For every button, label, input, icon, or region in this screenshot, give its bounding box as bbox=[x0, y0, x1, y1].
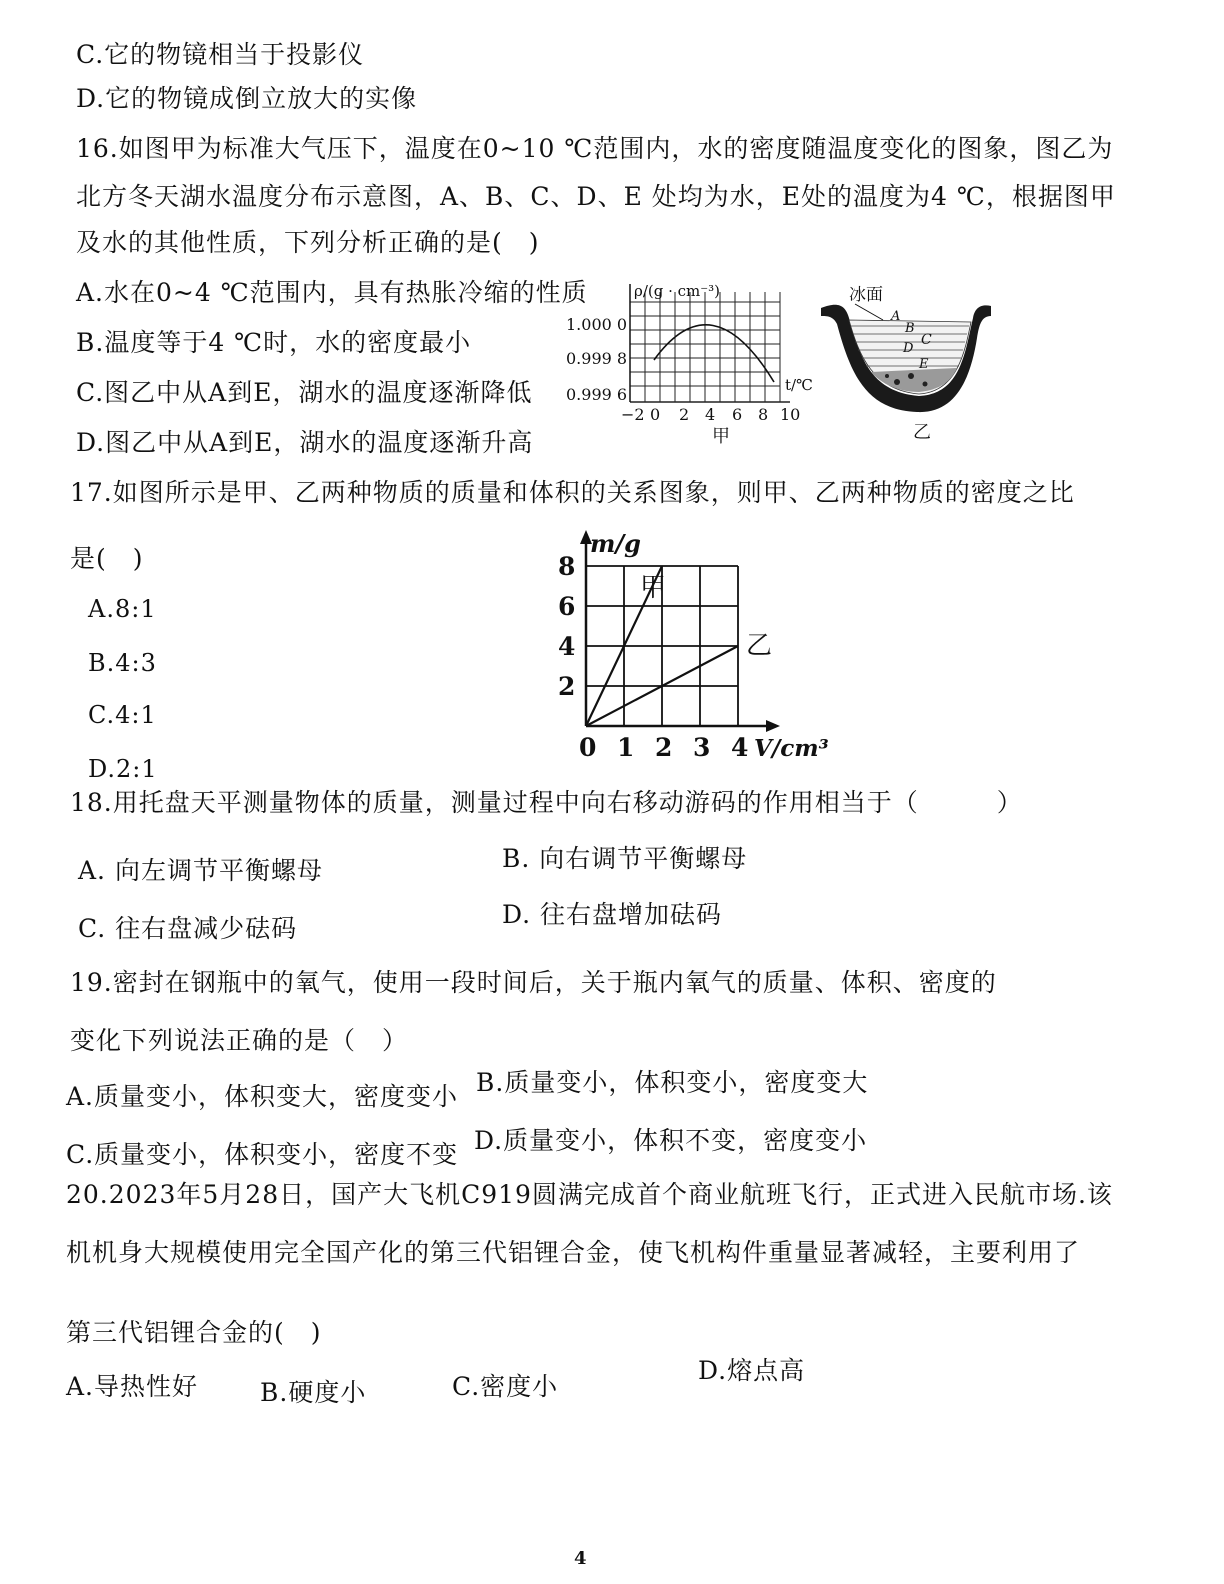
y-tick-label: 4 bbox=[558, 632, 576, 661]
x-tick-label: 3 bbox=[693, 733, 711, 762]
q16-stem-line3: 及水的其他性质，下列分析正确的是( ) bbox=[76, 228, 540, 257]
figure-jia-xlabel: t/℃ bbox=[785, 376, 813, 394]
q20-stem-line3: 第三代铝锂合金的( ) bbox=[66, 1318, 322, 1347]
figure-jia-xtick-6: 8 bbox=[758, 405, 769, 424]
q18-option-c: C. 往右盘减少砝码 bbox=[78, 914, 298, 943]
q17-option-b: B.4:3 bbox=[88, 649, 157, 677]
series-label-1: 甲 bbox=[640, 573, 667, 603]
q15-option-c: C.它的物镜相当于投影仪 bbox=[76, 40, 365, 69]
q17-option-a: A.8:1 bbox=[88, 595, 157, 623]
figure-yi-lake-diagram bbox=[815, 276, 995, 446]
figure-jia-xtick-1: −2 bbox=[621, 405, 645, 424]
q20-stem-line1: 20.2023年5月28日，国产大飞机C919圆满完成首个商业航班飞行，正式进入民航市场.该 bbox=[66, 1180, 1113, 1209]
q15-option-d: D.它的物镜成倒立放大的实像 bbox=[76, 84, 418, 113]
figure-jia-xtick-4: 4 bbox=[705, 405, 716, 424]
mass-volume-chart bbox=[530, 522, 850, 772]
figure-yi-point-a: A bbox=[891, 309, 901, 324]
figure-jia-ytick-1: 1.000 0 bbox=[566, 315, 628, 334]
x-tick-label: 4 bbox=[731, 733, 749, 762]
x-tick-label: 1 bbox=[617, 733, 635, 762]
figure-yi-point-d: D bbox=[903, 341, 914, 356]
figure-jia-xtick-3: 2 bbox=[679, 405, 690, 424]
q17-stem-line2: 是( ) bbox=[70, 544, 144, 573]
q20-option-c: C.密度小 bbox=[452, 1372, 559, 1401]
q18-option-d: D. 往右盘增加砝码 bbox=[502, 900, 723, 929]
q20-option-d: D.熔点高 bbox=[698, 1356, 806, 1385]
y-tick-label: 6 bbox=[558, 592, 576, 621]
x-axis-arrow-icon bbox=[766, 720, 780, 732]
figure-jia-xtick-7: 10 bbox=[780, 405, 801, 424]
figure-yi-point-e: E bbox=[919, 357, 929, 372]
q20-stem-line2: 机机身大规模使用完全国产化的第三代铝锂合金，使飞机构件重量显著减轻，主要利用了 bbox=[66, 1238, 1081, 1267]
figure-jia-ytick-2: 0.999 8 bbox=[566, 349, 628, 368]
q19-stem-line1: 19.密封在钢瓶中的氧气，使用一段时间后，关于瓶内氧气的质量、体积、密度的 bbox=[70, 968, 997, 997]
mass-volume-xlabel: V/cm³ bbox=[754, 735, 829, 762]
x-tick-label: 0 bbox=[579, 733, 597, 762]
series-label-2: 乙 bbox=[746, 631, 773, 661]
figure-jia-density-graph bbox=[560, 278, 830, 448]
figure-jia-xtick-5: 6 bbox=[732, 405, 743, 424]
q19-stem-line2: 变化下列说法正确的是（ ） bbox=[70, 1026, 409, 1055]
q16-option-b: B.温度等于4 ℃时，水的密度最小 bbox=[76, 328, 472, 357]
q18-option-b: B. 向右调节平衡螺母 bbox=[502, 844, 748, 873]
q19-option-d: D.质量变小，体积不变，密度变小 bbox=[474, 1126, 868, 1155]
figure-jia-xtick-2: 0 bbox=[650, 405, 661, 424]
q18-stem: 18.用托盘天平测量物体的质量，测量过程中向右移动游码的作用相当于（ ） bbox=[70, 788, 1023, 817]
q19-option-a: A.质量变小，体积变大，密度变小 bbox=[66, 1082, 459, 1111]
q20-option-b: B.硬度小 bbox=[260, 1378, 367, 1407]
q17-option-c: C.4:1 bbox=[88, 701, 157, 729]
figure-jia-grid bbox=[630, 292, 790, 402]
q16-option-c: C.图乙中从A到E，湖水的温度逐渐降低 bbox=[76, 378, 533, 407]
figure-yi-point-b: B bbox=[905, 321, 915, 336]
x-tick-label: 2 bbox=[655, 733, 673, 762]
figure-jia-caption: 甲 bbox=[712, 426, 730, 447]
figure-yi-caption: 乙 bbox=[913, 422, 931, 443]
mass-volume-ylabel: m/g bbox=[590, 529, 641, 558]
q19-option-b: B.质量变小，体积变小，密度变大 bbox=[476, 1068, 869, 1097]
figure-yi-point-c: C bbox=[921, 332, 932, 348]
q16-option-a: A.水在0~4 ℃范围内，具有热胀冷缩的性质 bbox=[76, 278, 588, 307]
figure-yi-ice-label: 冰面 bbox=[849, 285, 883, 305]
y-tick-label: 2 bbox=[558, 672, 576, 701]
q16-option-d: D.图乙中从A到E，湖水的温度逐渐升高 bbox=[76, 428, 534, 457]
figure-jia-density-curve bbox=[654, 325, 774, 382]
q17-option-d: D.2:1 bbox=[88, 755, 158, 783]
y-tick-label: 8 bbox=[558, 552, 576, 581]
q16-stem-line1: 16.如图甲为标准大气压下，温度在0~10 ℃范围内，水的密度随温度变化的图象，图乙为 bbox=[76, 134, 1114, 163]
q20-option-a: A.导热性好 bbox=[66, 1372, 199, 1401]
q19-option-c: C.质量变小，体积变小，密度不变 bbox=[66, 1140, 459, 1169]
figure-jia-ytick-3: 0.999 6 bbox=[566, 385, 628, 404]
q16-stem-line2: 北方冬天湖水温度分布示意图，A、B、C、D、E 处均为水，E处的温度为4 ℃，根据图甲 bbox=[76, 182, 1116, 211]
page-number: 4 bbox=[574, 1548, 587, 1569]
figure-jia-ylabel: ρ/(g · cm⁻³) bbox=[634, 282, 721, 300]
q18-option-a: A. 向左调节平衡螺母 bbox=[78, 856, 323, 885]
q17-stem-line1: 17.如图所示是甲、乙两种物质的质量和体积的关系图象，则甲、乙两种物质的密度之比 bbox=[70, 478, 1075, 507]
